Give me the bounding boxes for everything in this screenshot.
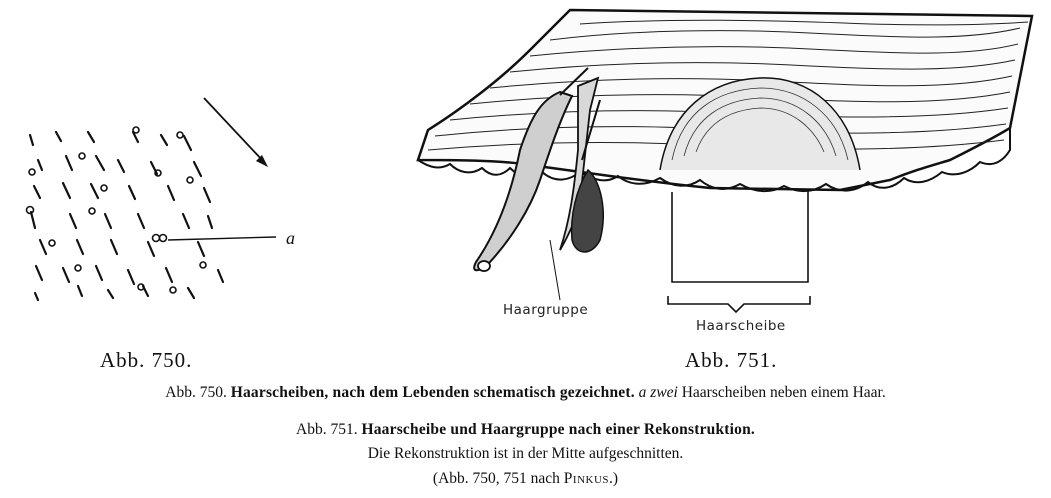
- caption-751-bold: Haarscheibe und Haargruppe nach einer Rekonstruktion.: [361, 421, 755, 438]
- caption-source: [0, 470, 1051, 488]
- caption-source-author: Pinkus: [563, 470, 610, 487]
- caption-source-suffix: .): [609, 470, 619, 487]
- caption-source-prefix: (Abb. 750, 751 nach: [432, 470, 560, 487]
- caption-figure-751: [0, 421, 1051, 439]
- hair-group-label: Haargruppe: [503, 302, 589, 318]
- figure-750-label: Abb. 750.: [100, 348, 193, 372]
- caption-750-bold: Haarscheiben, nach dem Lebenden schematisch gezeichnet.: [230, 384, 635, 401]
- figure-750-pointer-label: a: [286, 228, 295, 248]
- caption-750-italic: a zwei: [638, 384, 678, 401]
- figure-751-illustration: [410, 0, 1040, 345]
- caption-751-prefix: Abb. 751.: [296, 421, 358, 438]
- caption-750-prefix: Abb. 750.: [165, 384, 227, 401]
- caption-750-rest: Haarscheiben neben einem Haar.: [681, 384, 886, 401]
- figure-750-illustration: [18, 90, 318, 310]
- figure-751-label: Abb. 751.: [685, 348, 778, 372]
- caption-figure-750: [0, 384, 1051, 402]
- hair-disc-label: Haarscheibe: [696, 318, 786, 334]
- caption-reconstruction-note: Die Rekonstruktion ist in der Mitte aufgeschnitten.: [367, 445, 684, 462]
